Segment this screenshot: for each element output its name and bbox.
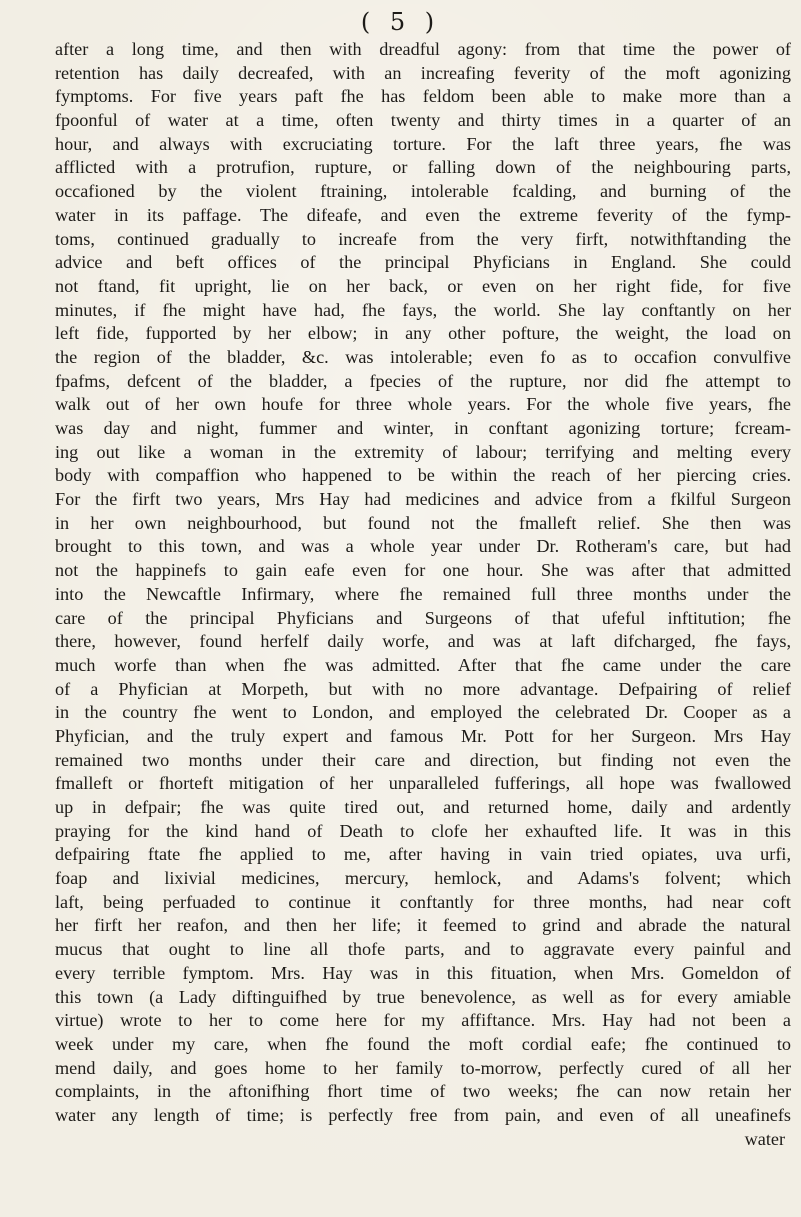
text-line: advice and beft offices of the principal Phyficians in England. She could <box>55 252 791 273</box>
text-line: in the country fhe went to London, and employed the celebrated Dr. Cooper as a <box>55 702 791 723</box>
body-text <box>55 38 791 1151</box>
text-line: this town (a Lady diftinguifhed by true benevolence, as well as for every amiable <box>55 986 791 1007</box>
text-line: fmalleft or fhorteft mitigation of her unparalleled fufferings, all hope was fwallowed <box>55 773 791 794</box>
text-line: week under my care, when fhe found the moft cordial eafe; fhe continued to <box>55 1033 791 1054</box>
text-line: praying for the kind hand of Death to clofe her exhaufted life. It was in this <box>55 820 791 841</box>
text-line: complaints, in the aftonifhing fhort time of two weeks; fhe can now retain her <box>55 1081 791 1102</box>
text-line: after a long time, and then with dreadful agony: from that time the power of <box>55 39 791 59</box>
text-line: defpairing ftate fhe applied to me, after having in vain tried opiates, uva urfi, <box>55 844 791 865</box>
text-line: foap and lixivial medicines, mercury, hemlock, and Adams's folvent; which <box>55 868 791 889</box>
text-line: not the happinefs to gain eafe even for one hour. She was after that admitted <box>55 560 791 581</box>
text-line: afflicted with a protrufion, rupture, or falling down of the neighbouring parts, <box>55 157 791 178</box>
text-line: water any length of time; is perfectly free from pain, and even of all uneafinefs <box>55 1104 791 1125</box>
text-line: laft, being perfuaded to continue it conftantly for three months, had near coft <box>55 891 791 912</box>
text-line: the region of the bladder, &c. was intolerable; even fo as to occafion convulfive <box>55 346 791 367</box>
text-line: Phyfician, and the truly expert and famous Mr. Pott for her Surgeon. Mrs Hay <box>55 725 791 746</box>
text-line: care of the principal Phyficians and Surgeons of that ufeful inftitution; fhe <box>55 607 791 628</box>
text-line: there, however, found herfelf daily worfe, and was at laft difcharged, fhe fays, <box>55 631 791 652</box>
text-line: toms, continued gradually to increafe from the very firft, notwithftanding the <box>55 228 791 249</box>
text-line: minutes, if fhe might have had, fhe fays, the world. She lay conftantly on her <box>55 299 791 320</box>
text-line: ing out like a woman in the extremity of labour; terrifying and melting every <box>55 441 791 462</box>
text-line: fpafms, defcent of the bladder, a fpecies of the rupture, nor did fhe attempt to <box>55 370 791 391</box>
text-line: water in its paffage. The difeafe, and even the extreme feverity of the fymp- <box>55 204 791 225</box>
text-line: brought to this town, and was a whole year under Dr. Rotheram's care, but had <box>55 536 791 557</box>
text-line: up in defpair; fhe was quite tired out, and returned home, daily and ardently <box>55 797 791 817</box>
text-line: left fide, fupported by her elbow; in any other pofture, the weight, the load on <box>55 323 791 344</box>
page-number: ( 5 ) <box>360 8 441 36</box>
text-line: much worfe than when fhe was admitted. After that fhe came under the care <box>55 654 791 675</box>
text-line: fpoonful of water at a time, often twenty and thirty times in a quarter of an <box>55 110 791 131</box>
catchword: water <box>744 1128 785 1149</box>
text-line: not ftand, fit upright, lie on her back, or even on her right fide, for five <box>55 275 791 296</box>
text-line: mucus that ought to line all thofe parts, and to aggravate every painful and <box>55 939 791 960</box>
text-line: For the firft two years, Mrs Hay had medicines and advice from a fkilful Surgeon <box>55 489 791 510</box>
text-line: body with compaffion who happened to be within the reach of her piercing cries. <box>55 465 791 486</box>
text-line: her firft her reafon, and then her life; it feemed to grind and abrade the natural <box>55 915 791 936</box>
text-line: every terrible fymptom. Mrs. Hay was in this fituation, when Mrs. Gomeldon of <box>55 962 791 983</box>
text-line: occafioned by the violent ftraining, intolerable fcalding, and burning of the <box>55 181 791 202</box>
text-line: into the Newcaftle Infirmary, where fhe remained full three months under the <box>55 583 791 604</box>
text-line: remained two months under their care and direction, but finding not even the <box>55 749 791 770</box>
text-line: hour, and always with excruciating torture. For the laft three years, fhe was <box>55 133 791 154</box>
text-line: of a Phyfician at Morpeth, but with no more advantage. Defpairing of relief <box>55 678 791 699</box>
text-line: retention has daily decreafed, with an increafing feverity of the moft agonizing <box>55 62 791 83</box>
text-line: in her own neighbourhood, but found not the fmalleft relief. She then was <box>55 512 791 533</box>
text-line: fymptoms. For five years paft fhe has feldom been able to make more than a <box>55 86 791 107</box>
text-line: virtue) wrote to her to come here for my affiftance. Mrs. Hay had not been a <box>55 1010 791 1031</box>
text-line: was day and night, fummer and winter, in conftant agonizing torture; fcream- <box>55 418 791 438</box>
text-line: walk out of her own houfe for three whole years. For the whole five years, fhe <box>55 394 791 415</box>
text-line: mend daily, and goes home to her family to-morrow, perfectly cured of all her <box>55 1057 791 1078</box>
